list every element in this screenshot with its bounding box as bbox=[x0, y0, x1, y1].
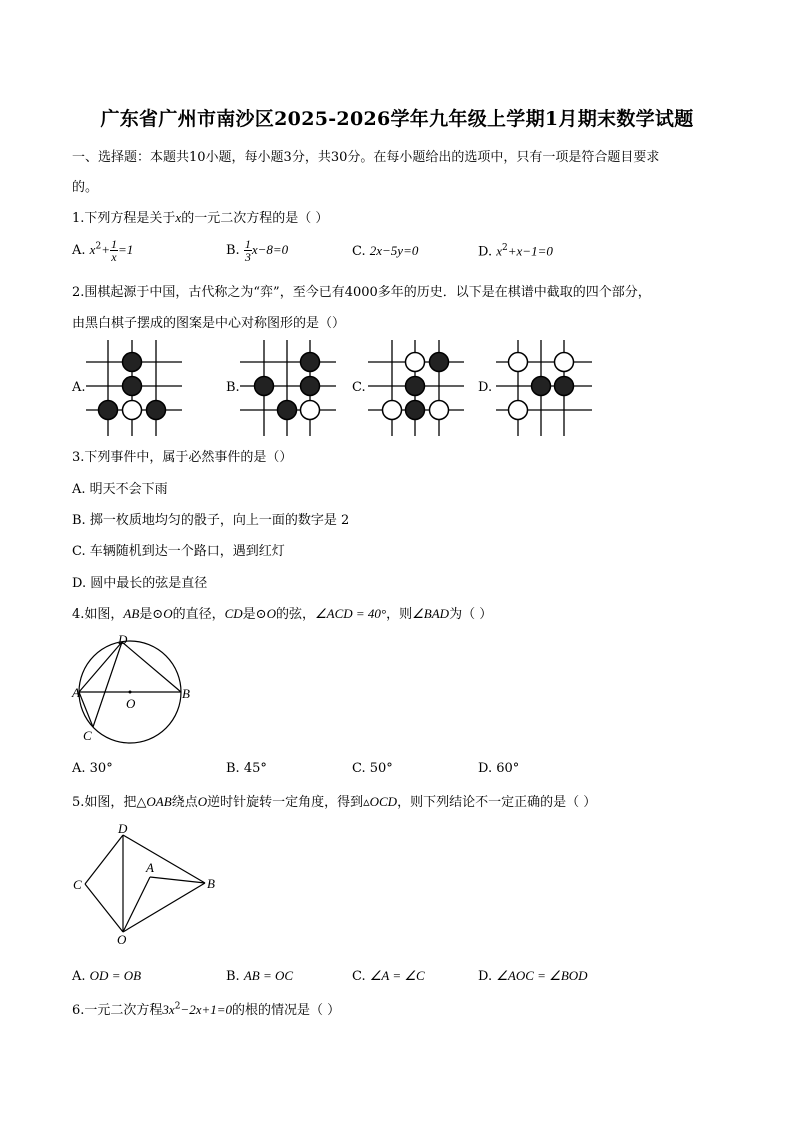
segment-co bbox=[85, 884, 123, 932]
label-o: O bbox=[117, 932, 127, 947]
question-1-stem: 1.下列方程是关于x的一元二次方程的是（ ） bbox=[72, 210, 329, 226]
page-title: 广东省广州市南沙区2025-2026学年九年级上学期1月期末数学试题 bbox=[100, 108, 694, 130]
go-board-c bbox=[368, 340, 464, 436]
question-2-label-a: A. bbox=[72, 380, 86, 395]
question-4-option-c: C. 50° bbox=[352, 761, 393, 776]
label-d: D bbox=[118, 821, 128, 836]
section-instruction-line2: 的。 bbox=[72, 180, 99, 195]
go-board-a bbox=[86, 340, 182, 436]
question-3-option-c: C. 车辆随机到达一个路口，遇到红灯 bbox=[72, 544, 285, 559]
segment-db bbox=[123, 835, 205, 883]
center-point-o bbox=[129, 691, 132, 694]
question-2-stem-line2: 由黑白棋子摆成的图案是中心对称图形的是（） bbox=[72, 316, 346, 331]
label-c: C bbox=[83, 728, 92, 743]
question-5-option-c: C. ∠A = ∠C bbox=[352, 968, 425, 984]
question-1-option-d: D. $x^2+x-1=0$ bbox=[478, 243, 553, 260]
question-3-option-d: D. 圆中最长的弦是直径 bbox=[72, 576, 208, 591]
label-b: B bbox=[207, 876, 215, 891]
question-1-option-b: B. $\frac{1}{3}$ x−8=0 bbox=[226, 237, 289, 264]
segment-ac bbox=[79, 692, 93, 727]
question-5-rotation-figure bbox=[70, 820, 230, 950]
question-5-option-a: A. OD = OB bbox=[72, 968, 142, 984]
go-board-d bbox=[496, 340, 592, 436]
question-4-circle-figure bbox=[68, 630, 198, 750]
question-2-label-d: D. bbox=[478, 380, 493, 395]
question-3-stem: 3.下列事件中，属于必然事件的是（） bbox=[72, 450, 293, 465]
question-6-stem: 6.一元二次方程$3x^2-2x+1=0$的根的情况是（ ） bbox=[72, 1001, 341, 1018]
question-4-option-d: D. 60° bbox=[478, 761, 520, 776]
question-4-stem: 4.如图，AB是⊙O的直径，CD是⊙O的弦，∠ACD = 40°，则∠BAD为（ ） bbox=[72, 606, 493, 622]
label-a: A bbox=[72, 685, 80, 700]
question-2-stem-line1: 2.围棋起源于中国，古代称之为“弈”，至今已有4000多年的历史．以下是在棋谱中截取的四个部分， bbox=[72, 285, 651, 300]
question-2-label-b: B. bbox=[226, 380, 240, 395]
question-5-stem: 5.如图，把△OAB绕点O逆时针旋转一定角度，得到▵OCD，则下列结论不一定正确的是（ ） bbox=[72, 794, 597, 810]
label-a: A bbox=[146, 860, 154, 875]
question-4-option-b: B. 45° bbox=[226, 761, 267, 776]
question-5-option-b: B. AB = OC bbox=[226, 968, 294, 984]
go-board-b bbox=[240, 340, 336, 436]
label-o: O bbox=[126, 696, 136, 711]
label-c: C bbox=[73, 877, 82, 892]
question-5-option-d: D. ∠AOC = ∠BOD bbox=[478, 968, 588, 984]
segment-db bbox=[122, 642, 181, 692]
section-instruction-line1: 一、选择题：本题共10小题，每小题3分，共30分。在每小题给出的选项中，只有一项是符合题目要求 bbox=[72, 150, 660, 165]
question-3-option-a: A. 明天不会下雨 bbox=[72, 482, 168, 497]
segment-dc bbox=[85, 835, 123, 884]
question-3-option-b: B. 掷一枚质地均匀的骰子，向上一面的数字是 2 bbox=[72, 513, 350, 528]
label-d: D bbox=[118, 632, 128, 647]
question-4-option-a: A. 30° bbox=[72, 761, 113, 776]
question-1-option-c: C. 2x−5y=0 bbox=[352, 243, 419, 259]
question-1-option-a: A. $x^2+$ $\frac{1}{x}$ =1 bbox=[72, 237, 134, 264]
question-2-label-c: C. bbox=[352, 380, 366, 395]
chord-cd bbox=[93, 642, 122, 727]
label-b: B bbox=[182, 686, 190, 701]
